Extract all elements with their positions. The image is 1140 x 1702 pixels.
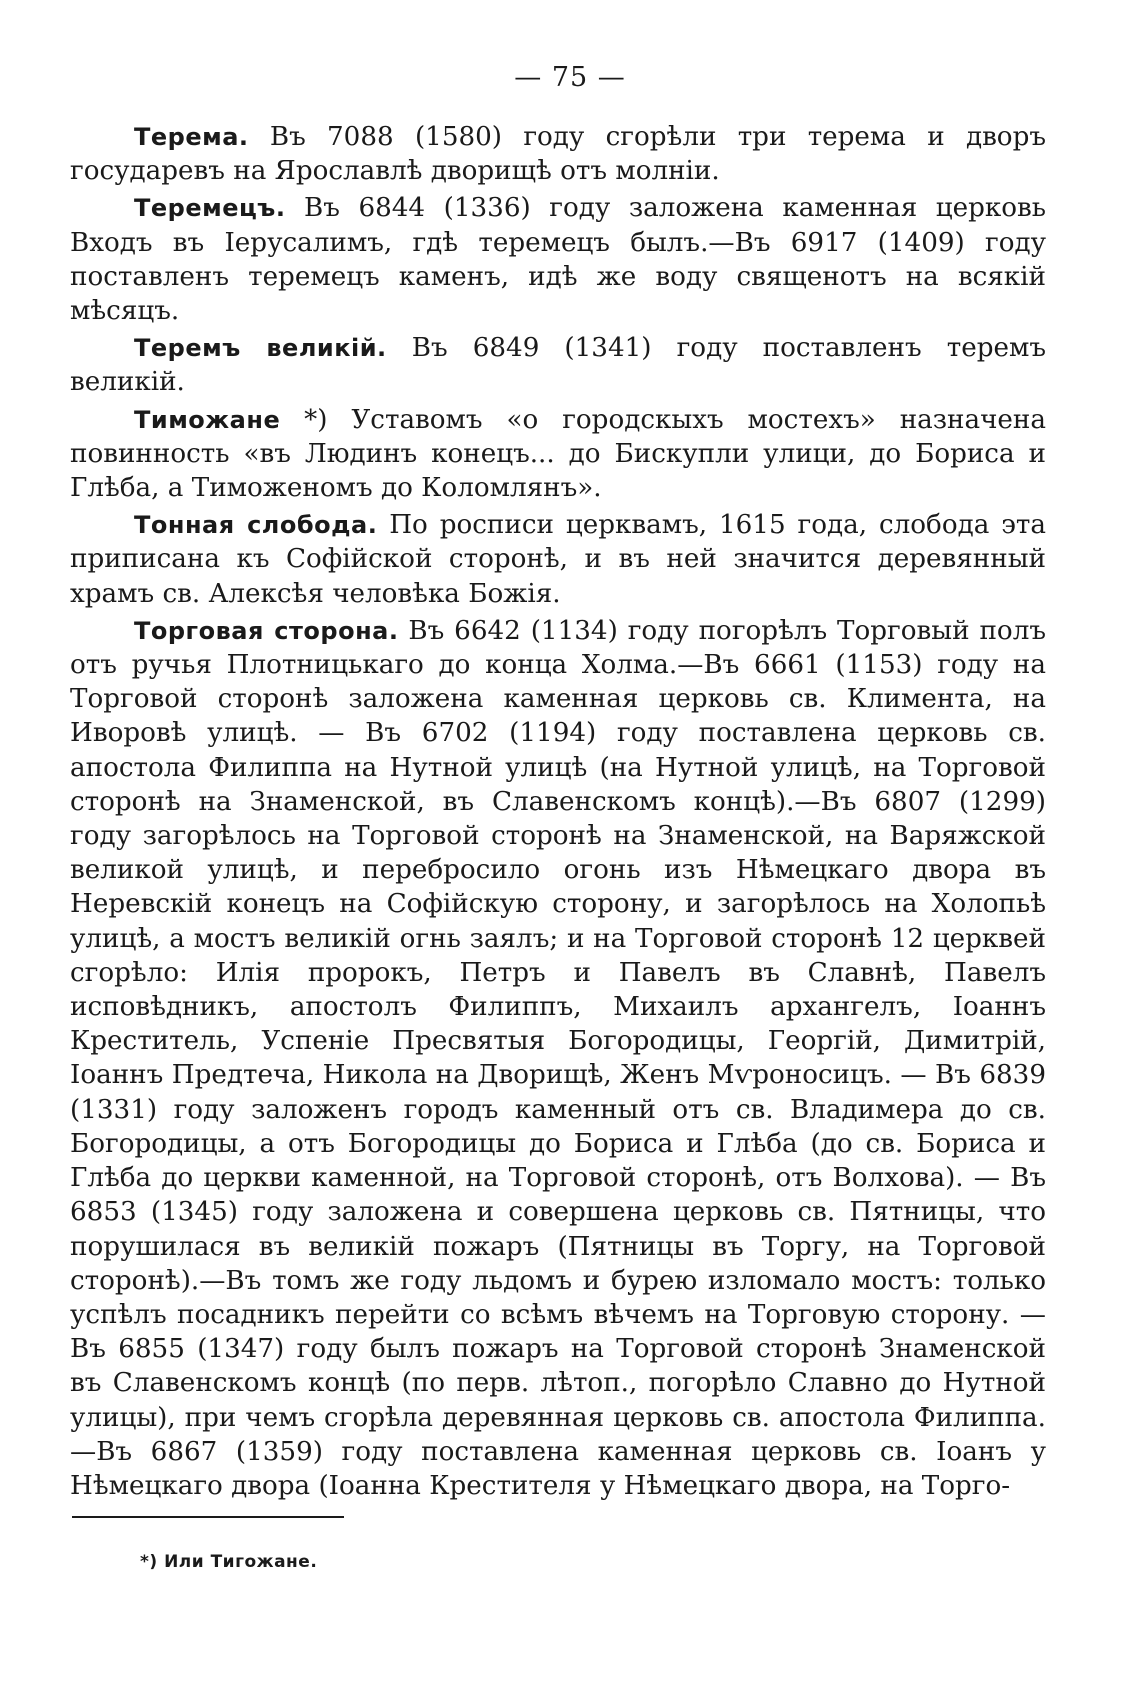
entry-text: Въ 7088 (1580) году сгорѣли три терема и дворъ государевъ на Ярославлѣ дворищѣ отъ молніи. <box>70 122 1046 187</box>
entry-text: Въ 6642 (1134) году погорѣлъ Торговый полъ отъ ручья Плотницькаго до конца Холма.—Въ 6661 (1153) году на Торговой сторонѣ заложена каменная церковь св. Климента, на Иворовѣ улицѣ. — Въ 6702 (1194) году поставлена церковь св. апостола Филиппа на Нутной улицѣ (на Нутной улицѣ, на Торговой сторонѣ на Знаменской, въ Славенскомъ концѣ).—Въ 6807 (1299) году загорѣлось на Торговой сторонѣ на Знаменской, на Варяжской великой улицѣ, и перебросило огонь изъ Нѣмецкаго двора въ Неревскій конецъ на Софійскую сторону, и загорѣлось на Холопьѣ улицѣ, а мостъ великій огнь заялъ; и на Торговой сторонѣ 12 церквей сгорѣло: Илія пророкъ, Петръ и Павелъ въ Славнѣ, Павелъ исповѣдникъ, апостолъ Филиппъ, Михаилъ архангелъ, Іоаннъ Креститель, Успеніе Пресвятыя Богородицы, Георгій, Димитрій, Іоаннъ Предтеча, Никола на Дворищѣ, Женъ Мѵроносицъ. — Въ 6839 (1331) году заложенъ городъ каменный отъ св. Владимера до св. Богородицы, а отъ Богородицы до Бориса и Глѣба (до св. Бориса и Глѣба до церкви каменной, на Торговой сторонѣ, отъ Волхова). — Въ 6853 (1345) году заложена и совершена церковь св. Пятницы, что порушилася въ великій пожаръ (Пятницы въ Торгу, на Торговой сторонѣ).—Въ томъ же году льдомъ и бурею изломало мостъ: только успѣлъ посадникъ перейти со всѣмъ вѣчемъ на Торговую сторону. — Въ 6855 (1347) году былъ пожаръ на Торговой сторонѣ Знаменской въ Славенскомъ концѣ (по перв. лѣтоп., погорѣло Славно до Нутной улицы), при чемъ сгорѣла деревянная церковь св. апостола Филиппа.—Въ 6867 (1359) году поставлена каменная церковь св. Іоанъ у Нѣмецкаго двора (Іоанна Крестителя у Нѣмецкаго двора, на Торго- <box>70 615 1046 1501</box>
dictionary-entry <box>70 120 1046 188</box>
entry-text: *) Уставомъ «о городскыхъ мостехъ» назначена повинность «въ Людинъ конецъ... до Бискупли улици, до Бориса и Глѣба, а Тиможеномъ до Коломлянъ». <box>70 404 1046 504</box>
dictionary-entry <box>70 508 1046 611</box>
entry-term: Теремъ великій. <box>134 334 387 363</box>
dictionary-entry <box>70 331 1046 399</box>
dictionary-entry <box>70 191 1046 328</box>
entry-term: Терема. <box>134 123 249 151</box>
footnote: *) Или Тигожане. <box>140 1552 318 1572</box>
dictionary-entry <box>70 403 1046 506</box>
entry-term: Теремецъ. <box>134 194 286 223</box>
entry-term: Тиможане <box>134 405 281 434</box>
page-number: — 75 — <box>514 62 626 93</box>
footnote-divider <box>72 1516 344 1518</box>
entry-text: Въ 6844 (1336) году заложена каменная церковь Входъ въ Іерусалимъ, гдѣ теремецъ былъ.—Въ 6917 (1409) году поставленъ теремецъ каменъ, идѣ же воду священотъ на всякій мѣсяцъ. <box>70 193 1046 327</box>
entry-term: Торговая сторона. <box>134 616 399 645</box>
entry-text: Въ 6849 (1341) году поставленъ теремъ великій. <box>70 333 1046 398</box>
page-body <box>70 120 1046 1506</box>
entry-text: По росписи церквамъ, 1615 года, слобода эта приписана къ Софійской сторонѣ, и въ ней значится деревянный храмъ св. Алексѣя человѣка Божія. <box>70 510 1047 609</box>
entry-term: Тонная слобода. <box>134 511 378 540</box>
dictionary-entry <box>70 614 1046 1503</box>
